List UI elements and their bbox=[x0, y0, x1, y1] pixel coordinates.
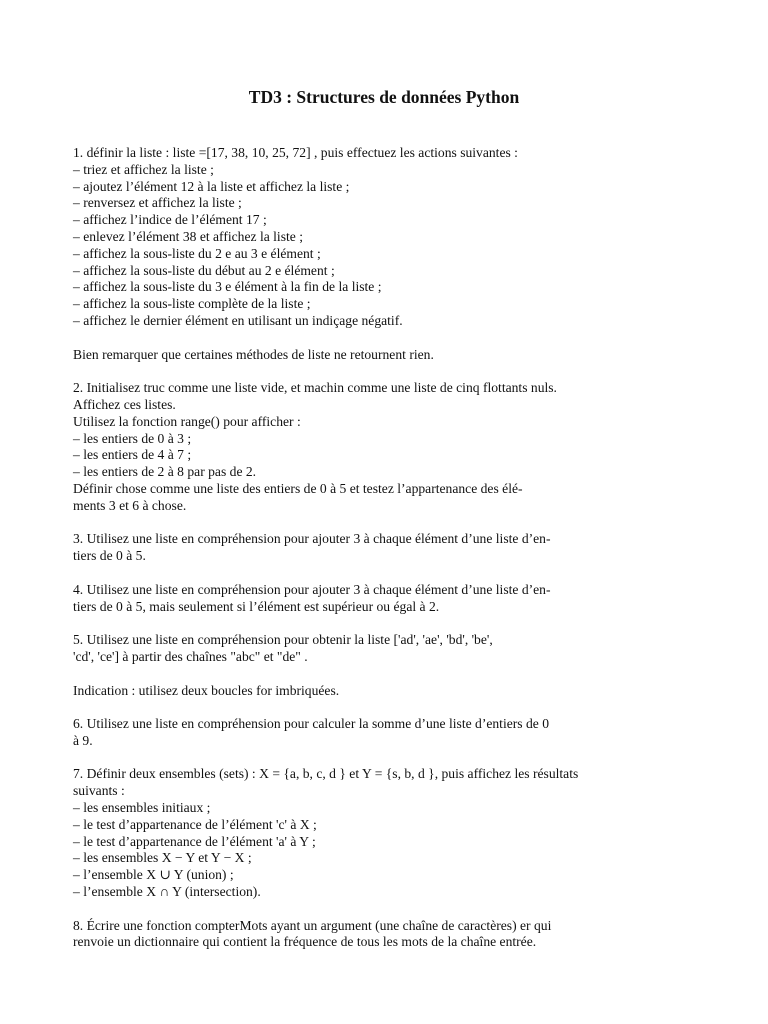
exercise-2-line: Utilisez la fonction range() pour afficher : bbox=[73, 413, 301, 429]
exercise-1-task: – triez et affichez la liste ; bbox=[73, 161, 214, 177]
exercise-2-line: ments 3 et 6 à chose. bbox=[73, 497, 187, 513]
exercise-2 bbox=[73, 380, 713, 514]
exercise-1-task: – enlevez l’élément 38 et affichez la liste ; bbox=[73, 228, 303, 244]
exercise-7-line: – l’ensemble X ∩ Y (intersection). bbox=[73, 884, 261, 900]
exercise-5-line: 'cd', 'ce'] à partir des chaînes "abc" et "de" . bbox=[73, 648, 308, 664]
exercise-4 bbox=[73, 582, 713, 616]
exercise-5-line: 5. Utilisez une liste en compréhension pour obtenir la liste ['ad', 'ae', 'bd', 'be', bbox=[73, 632, 493, 648]
exercise-7-line: – l’ensemble X ∪ Y (union) ; bbox=[73, 867, 234, 883]
exercise-2-line: – les entiers de 4 à 7 ; bbox=[73, 447, 192, 463]
exercise-8-line: renvoie un dictionnaire qui contient la fréquence de tous les mots de la chaîne entrée. bbox=[73, 934, 537, 950]
exercise-8 bbox=[73, 918, 713, 952]
paragraph-gap bbox=[73, 666, 713, 683]
exercise-2-line: Définir chose comme une liste des entiers de 0 à 5 et testez l’appartenance des élé- bbox=[73, 480, 523, 496]
paragraph-gap bbox=[73, 699, 713, 716]
exercise-1 bbox=[73, 145, 713, 330]
exercise-7-line: – les ensembles X − Y et Y − X ; bbox=[73, 850, 252, 866]
paragraph-gap bbox=[73, 330, 713, 347]
exercise-3-line: 3. Utilisez une liste en compréhension pour ajouter 3 à chaque élément d’une liste d’en- bbox=[73, 531, 551, 547]
exercise-7-line: – les ensembles initiaux ; bbox=[73, 800, 211, 816]
paragraph-gap bbox=[73, 901, 713, 918]
exercise-3 bbox=[73, 531, 713, 565]
exercise-7-line: 7. Définir deux ensembles (sets) : X = {a, b, c, d } et Y = {s, b, d }, puis affichez les résultats bbox=[73, 766, 579, 782]
exercise-1-task: – affichez la sous-liste complète de la liste ; bbox=[73, 296, 311, 312]
exercise-8-line: 8. Écrire une fonction compterMots ayant un argument (une chaîne de caractères) er qui bbox=[73, 917, 552, 933]
exercise-6-line: à 9. bbox=[73, 732, 93, 748]
remark-paragraph bbox=[73, 347, 713, 364]
exercise-1-task: – affichez la sous-liste du 2 e au 3 e élément ; bbox=[73, 245, 321, 261]
document-body bbox=[73, 145, 713, 951]
paragraph-gap bbox=[73, 363, 713, 380]
exercise-2-line: – les entiers de 2 à 8 par pas de 2. bbox=[73, 464, 257, 480]
exercise-1-task: – ajoutez l’élément 12 à la liste et affichez la liste ; bbox=[73, 178, 350, 194]
exercise-1-task: – affichez le dernier élément en utilisant un indiçage négatif. bbox=[73, 312, 403, 328]
hint-paragraph bbox=[73, 683, 713, 700]
exercise-5 bbox=[73, 632, 713, 666]
exercise-7-line: – le test d’appartenance de l’élément 'c' à X ; bbox=[73, 816, 317, 832]
exercise-6-line: 6. Utilisez une liste en compréhension pour calculer la somme d’une liste d’entiers de 0 bbox=[73, 716, 550, 732]
exercise-6 bbox=[73, 716, 713, 750]
remark-line: Bien remarquer que certaines méthodes de liste ne retournent rien. bbox=[73, 346, 434, 362]
exercise-1-statement: 1. définir la liste : liste =[17, 38, 10, 25, 72] , puis effectuez les actions suivantes : bbox=[73, 145, 518, 160]
paragraph-gap bbox=[73, 515, 713, 532]
exercise-1-task: – renversez et affichez la liste ; bbox=[73, 195, 242, 211]
exercise-2-line: Affichez ces listes. bbox=[73, 396, 176, 412]
exercise-3-line: tiers de 0 à 5. bbox=[73, 548, 146, 564]
exercise-7 bbox=[73, 766, 713, 900]
paragraph-gap bbox=[73, 615, 713, 632]
exercise-7-line: – le test d’appartenance de l’élément 'a' à Y ; bbox=[73, 833, 316, 849]
hint-line: Indication : utilisez deux boucles for imbriquées. bbox=[73, 682, 340, 698]
exercise-4-line: tiers de 0 à 5, mais seulement si l’élément est supérieur ou égal à 2. bbox=[73, 598, 440, 614]
exercise-1-task: – affichez la sous-liste du 3 e élément à la fin de la liste ; bbox=[73, 279, 382, 295]
exercise-4-line: 4. Utilisez une liste en compréhension pour ajouter 3 à chaque élément d’une liste d’en- bbox=[73, 581, 551, 597]
exercise-2-line: – les entiers de 0 à 3 ; bbox=[73, 430, 192, 446]
exercise-7-line: suivants : bbox=[73, 783, 125, 799]
exercise-2-line: 2. Initialisez truc comme une liste vide, et machin comme une liste de cinq flottants nuls. bbox=[73, 380, 557, 396]
exercise-1-task: – affichez la sous-liste du début au 2 e élément ; bbox=[73, 262, 335, 278]
page-title: TD3 : Structures de données Python bbox=[248, 87, 520, 107]
paragraph-gap bbox=[73, 565, 713, 582]
paragraph-gap bbox=[73, 750, 713, 767]
exercise-1-task: – affichez l’indice de l’élément 17 ; bbox=[73, 212, 267, 228]
